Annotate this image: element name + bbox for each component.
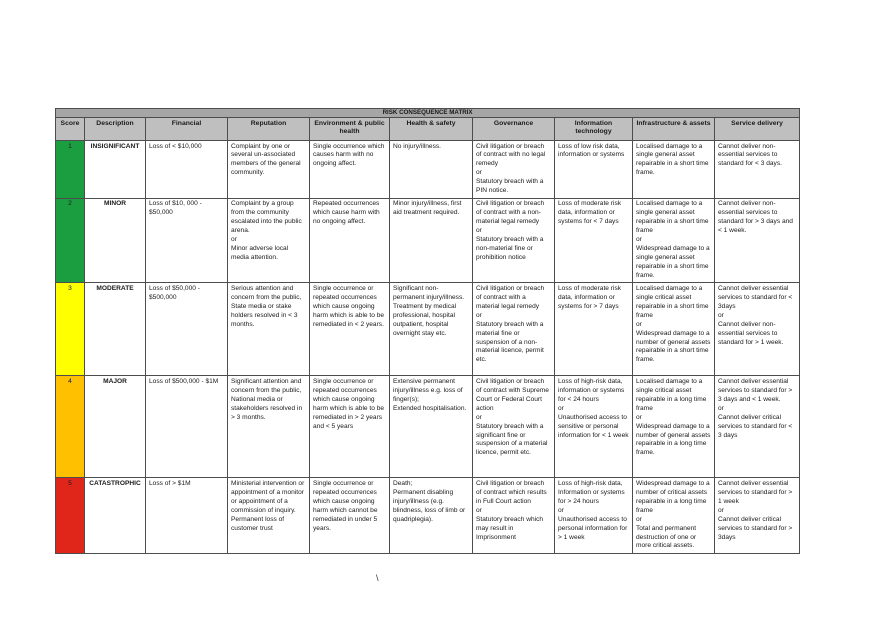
cell-line: Significant attention and concern from the public, National media or stakeholders resolved in > 3 months. xyxy=(231,377,303,421)
score-cell: 5 xyxy=(56,478,85,554)
cell-line: Single occurrence or repeated occurrences which cause ongoing harm which is able to be remediated in < 2 years. xyxy=(313,284,385,328)
environment-public-health-cell xyxy=(310,198,390,283)
cell-line: or xyxy=(718,506,724,514)
infrastructure-assets-cell xyxy=(633,141,715,199)
header-description: Description xyxy=(85,118,146,141)
service-delivery-cell xyxy=(715,376,800,478)
cell-line: Single occurrence or repeated occurrences which cause ongoing harm which is able to be remediated in > 2 years and < 5 years xyxy=(313,377,385,430)
cell-line: Extended hospitalisation. xyxy=(393,404,467,412)
cell-line: Localised damage to a single critical asset repairable in a long time frame xyxy=(636,377,707,412)
health-safety-cell xyxy=(390,283,473,376)
cell-line: Widespread damage to a number of general assets repairable in a short time frame. xyxy=(636,329,711,364)
cell-line: Loss of moderate risk data, information or systems for < 7 days xyxy=(558,200,622,226)
cell-line: or xyxy=(718,311,724,319)
description-cell: MODERATE xyxy=(85,283,146,376)
service-delivery-cell xyxy=(715,283,800,376)
cell-line: Localised damage to a single critical asset repairable in a short time frame xyxy=(636,284,709,319)
cell-line: or xyxy=(636,320,642,328)
health-safety-cell xyxy=(390,198,473,283)
cell-line: or xyxy=(636,515,642,523)
cell-line: Statutory breach with a material fine or suspension of a non-material licence, permit etc. xyxy=(476,320,544,364)
cell-line: Civil litigation or breach of contract with Supreme Court or Federal Court action xyxy=(476,377,549,412)
cell-line: Significant non-permanent injury/illness. Treatment by medical professional, hospital outpatient, hospital overnight stay etc. xyxy=(393,284,465,337)
header-row xyxy=(56,118,800,141)
header-infrastructure-assets: Infrastructure & assets xyxy=(633,118,715,141)
cell-line: Single occurrence or repeated occurrences which cause ongoing harm which cannot be remediated in under 5 years. xyxy=(313,479,378,532)
cell-line: Cannot deliver critical services to standard for > 3days xyxy=(718,515,793,541)
cell-line: No injury/illness. xyxy=(393,142,442,150)
cell-line: Cannot deliver essential services to standard for < 3days xyxy=(718,284,793,310)
header-service-delivery: Service delivery xyxy=(715,118,800,141)
cell-line: Cannot deliver non-essential services to standard for < 3 days. xyxy=(718,142,782,168)
cell-line: Loss of > $1M xyxy=(149,479,191,487)
cell-line: Statutory breach with a significant fine or suspension of a material licence, permit etc. xyxy=(476,422,548,457)
description-cell: CATASTROPHIC xyxy=(85,478,146,554)
score-cell: 4 xyxy=(56,376,85,478)
cell-line: Minor adverse local media attention. xyxy=(231,244,289,261)
environment-public-health-cell xyxy=(310,376,390,478)
governance-cell xyxy=(473,376,555,478)
reputation-cell xyxy=(228,141,310,199)
information-technology-cell xyxy=(555,141,633,199)
governance-cell xyxy=(473,283,555,376)
score-cell: 3 xyxy=(56,283,85,376)
information-technology-cell xyxy=(555,376,633,478)
header-health-safety: Health & safety xyxy=(390,118,473,141)
description-cell: INSIGNIFICANT xyxy=(85,141,146,199)
cell-line: Minor injury/illness, first aid treatment required. xyxy=(393,200,462,217)
infrastructure-assets-cell xyxy=(633,198,715,283)
infrastructure-assets-cell xyxy=(633,478,715,554)
health-safety-cell xyxy=(390,141,473,199)
matrix-title: RISK CONSEQUENCE MATRIX xyxy=(56,109,800,118)
cell-line: Civil litigation or breach of contract with a non-material legal remedy xyxy=(476,200,545,226)
risk-row xyxy=(56,198,800,283)
infrastructure-assets-cell xyxy=(633,283,715,376)
cell-line: Single occurrence which causes harm with no ongoing affect. xyxy=(313,142,385,168)
cell-line: Total and permanent destruction of one or more critical assets. xyxy=(636,524,697,550)
cell-line: Death; xyxy=(393,479,413,487)
financial-cell xyxy=(146,283,228,376)
risk-consequence-matrix xyxy=(55,108,800,554)
header-governance: Governance xyxy=(473,118,555,141)
service-delivery-cell xyxy=(715,198,800,283)
cell-line: Cannot deliver non-essential services to standard for > 3 days and < 1 week. xyxy=(718,200,793,235)
cell-line: Extensive permanent injury/illness e.g. loss of finger(s); xyxy=(393,377,463,403)
service-delivery-cell xyxy=(715,478,800,554)
cell-line: Repeated occurrences which cause harm with no ongoing affect. xyxy=(313,200,380,226)
information-technology-cell xyxy=(555,478,633,554)
cell-line: Civil litigation or breach of contract which results in Full Court action xyxy=(476,479,547,505)
risk-row xyxy=(56,478,800,554)
header-score: Score xyxy=(56,118,85,141)
cell-line: Unauthorised access to personal information for > 1 week xyxy=(558,515,628,541)
reputation-cell xyxy=(228,376,310,478)
cell-line: or xyxy=(476,227,482,235)
cell-line: Cannot deliver critical services to standard for < 3 days xyxy=(718,413,793,439)
cell-line: or xyxy=(636,413,642,421)
cell-line: Loss of $50,000 - $500,000 xyxy=(149,284,200,301)
financial-cell xyxy=(146,376,228,478)
header-information-technology: Information technology xyxy=(555,118,633,141)
financial-cell xyxy=(146,141,228,199)
information-technology-cell xyxy=(555,198,633,283)
governance-cell xyxy=(473,198,555,283)
header-environment-public-health: Environment & public health xyxy=(310,118,390,141)
cell-line: Widespread damage to a number of general assets repairable in a long time frame. xyxy=(636,422,711,457)
financial-cell xyxy=(146,198,228,283)
description-cell: MINOR xyxy=(85,198,146,283)
cell-line: Civil litigation or breach of contract with no legal remedy xyxy=(476,142,546,168)
header-reputation: Reputation xyxy=(228,118,310,141)
cell-line: Complaint by one or several un-associated members of the general community. xyxy=(231,142,301,177)
cell-line: Unauthorised access to sensitive or personal information for < 1 week xyxy=(558,413,629,439)
cell-line: Cannot deliver essential services to standard for > 3 days and < 1 week. xyxy=(718,377,793,403)
infrastructure-assets-cell xyxy=(633,376,715,478)
cell-line: Loss of high-risk data, Information or systems for > 24 hours xyxy=(558,479,625,505)
cell-line: or xyxy=(231,236,237,244)
cell-line: Cannot deliver essential services to standard for > 1 week xyxy=(718,479,793,505)
environment-public-health-cell xyxy=(310,478,390,554)
cell-line: Serious attention and concern from the public, State media or stake holders resolved in < 3 months. xyxy=(231,284,302,328)
service-delivery-cell xyxy=(715,141,800,199)
governance-cell xyxy=(473,478,555,554)
footer-mark: \ xyxy=(376,573,379,583)
reputation-cell xyxy=(228,478,310,554)
health-safety-cell xyxy=(390,376,473,478)
cell-line: Loss of low risk data, information or systems xyxy=(558,142,625,159)
matrix-body xyxy=(56,141,800,554)
cell-line: Localised damage to a single general asset repairable in a short time frame. xyxy=(636,142,709,177)
cell-line: or xyxy=(558,404,564,412)
risk-row xyxy=(56,141,800,199)
cell-line: Widespread damage to a number of critical assets repairable in a long time frame xyxy=(636,479,710,514)
cell-line: Ministerial intervention or appointment of a monitor or appointment of a commission of inquiry. Permanent loss of customer trust xyxy=(231,479,305,532)
governance-cell xyxy=(473,141,555,199)
cell-line: Localised damage to a single general asset repairable in a short time frame xyxy=(636,200,709,235)
cell-line: or xyxy=(636,236,642,244)
risk-row xyxy=(56,376,800,478)
cell-line: Widespread damage to a single general asset repairable in a short time frame. xyxy=(636,244,710,279)
cell-line: Loss of moderate risk data, information or systems for > 7 days xyxy=(558,284,622,310)
score-cell: 1 xyxy=(56,141,85,199)
cell-line: Loss of < $10,000 xyxy=(149,142,202,150)
cell-line: Statutory breach with a non-material fine or prohibition notice xyxy=(476,236,544,261)
header-financial: Financial xyxy=(146,118,228,141)
information-technology-cell xyxy=(555,283,633,376)
health-safety-cell xyxy=(390,478,473,554)
financial-cell xyxy=(146,478,228,554)
cell-line: Permanent disabling injury/illness (e.g. blindness, loss of limb or quadriplegia). xyxy=(393,488,466,523)
score-cell: 2 xyxy=(56,198,85,283)
cell-line: Cannot deliver non-essential services to standard for > 1 week. xyxy=(718,320,784,346)
cell-line: or xyxy=(558,506,564,514)
cell-line: Statutory breach with a PIN notice. xyxy=(476,178,544,195)
cell-line: Loss of $500,000 - $1M xyxy=(149,377,219,385)
cell-line: or xyxy=(476,311,482,319)
cell-line: or xyxy=(476,413,482,421)
cell-line: Statutory breach which may result in Imprisonment xyxy=(476,515,544,541)
cell-line: or xyxy=(476,169,482,177)
cell-line: Loss of high-risk data, information or systems for < 24 hours xyxy=(558,377,625,403)
cell-line: or xyxy=(476,506,482,514)
reputation-cell xyxy=(228,198,310,283)
risk-row xyxy=(56,283,800,376)
cell-line: Loss of $10, 000 - $50,000 xyxy=(149,200,202,217)
description-cell: MAJOR xyxy=(85,376,146,478)
environment-public-health-cell xyxy=(310,141,390,199)
cell-line: or xyxy=(718,404,724,412)
reputation-cell xyxy=(228,283,310,376)
cell-line: Complaint by a group from the community escalated into the public arena. xyxy=(231,200,302,235)
cell-line: Civil litigation or breach of contract with a material legal remedy xyxy=(476,284,545,310)
environment-public-health-cell xyxy=(310,283,390,376)
